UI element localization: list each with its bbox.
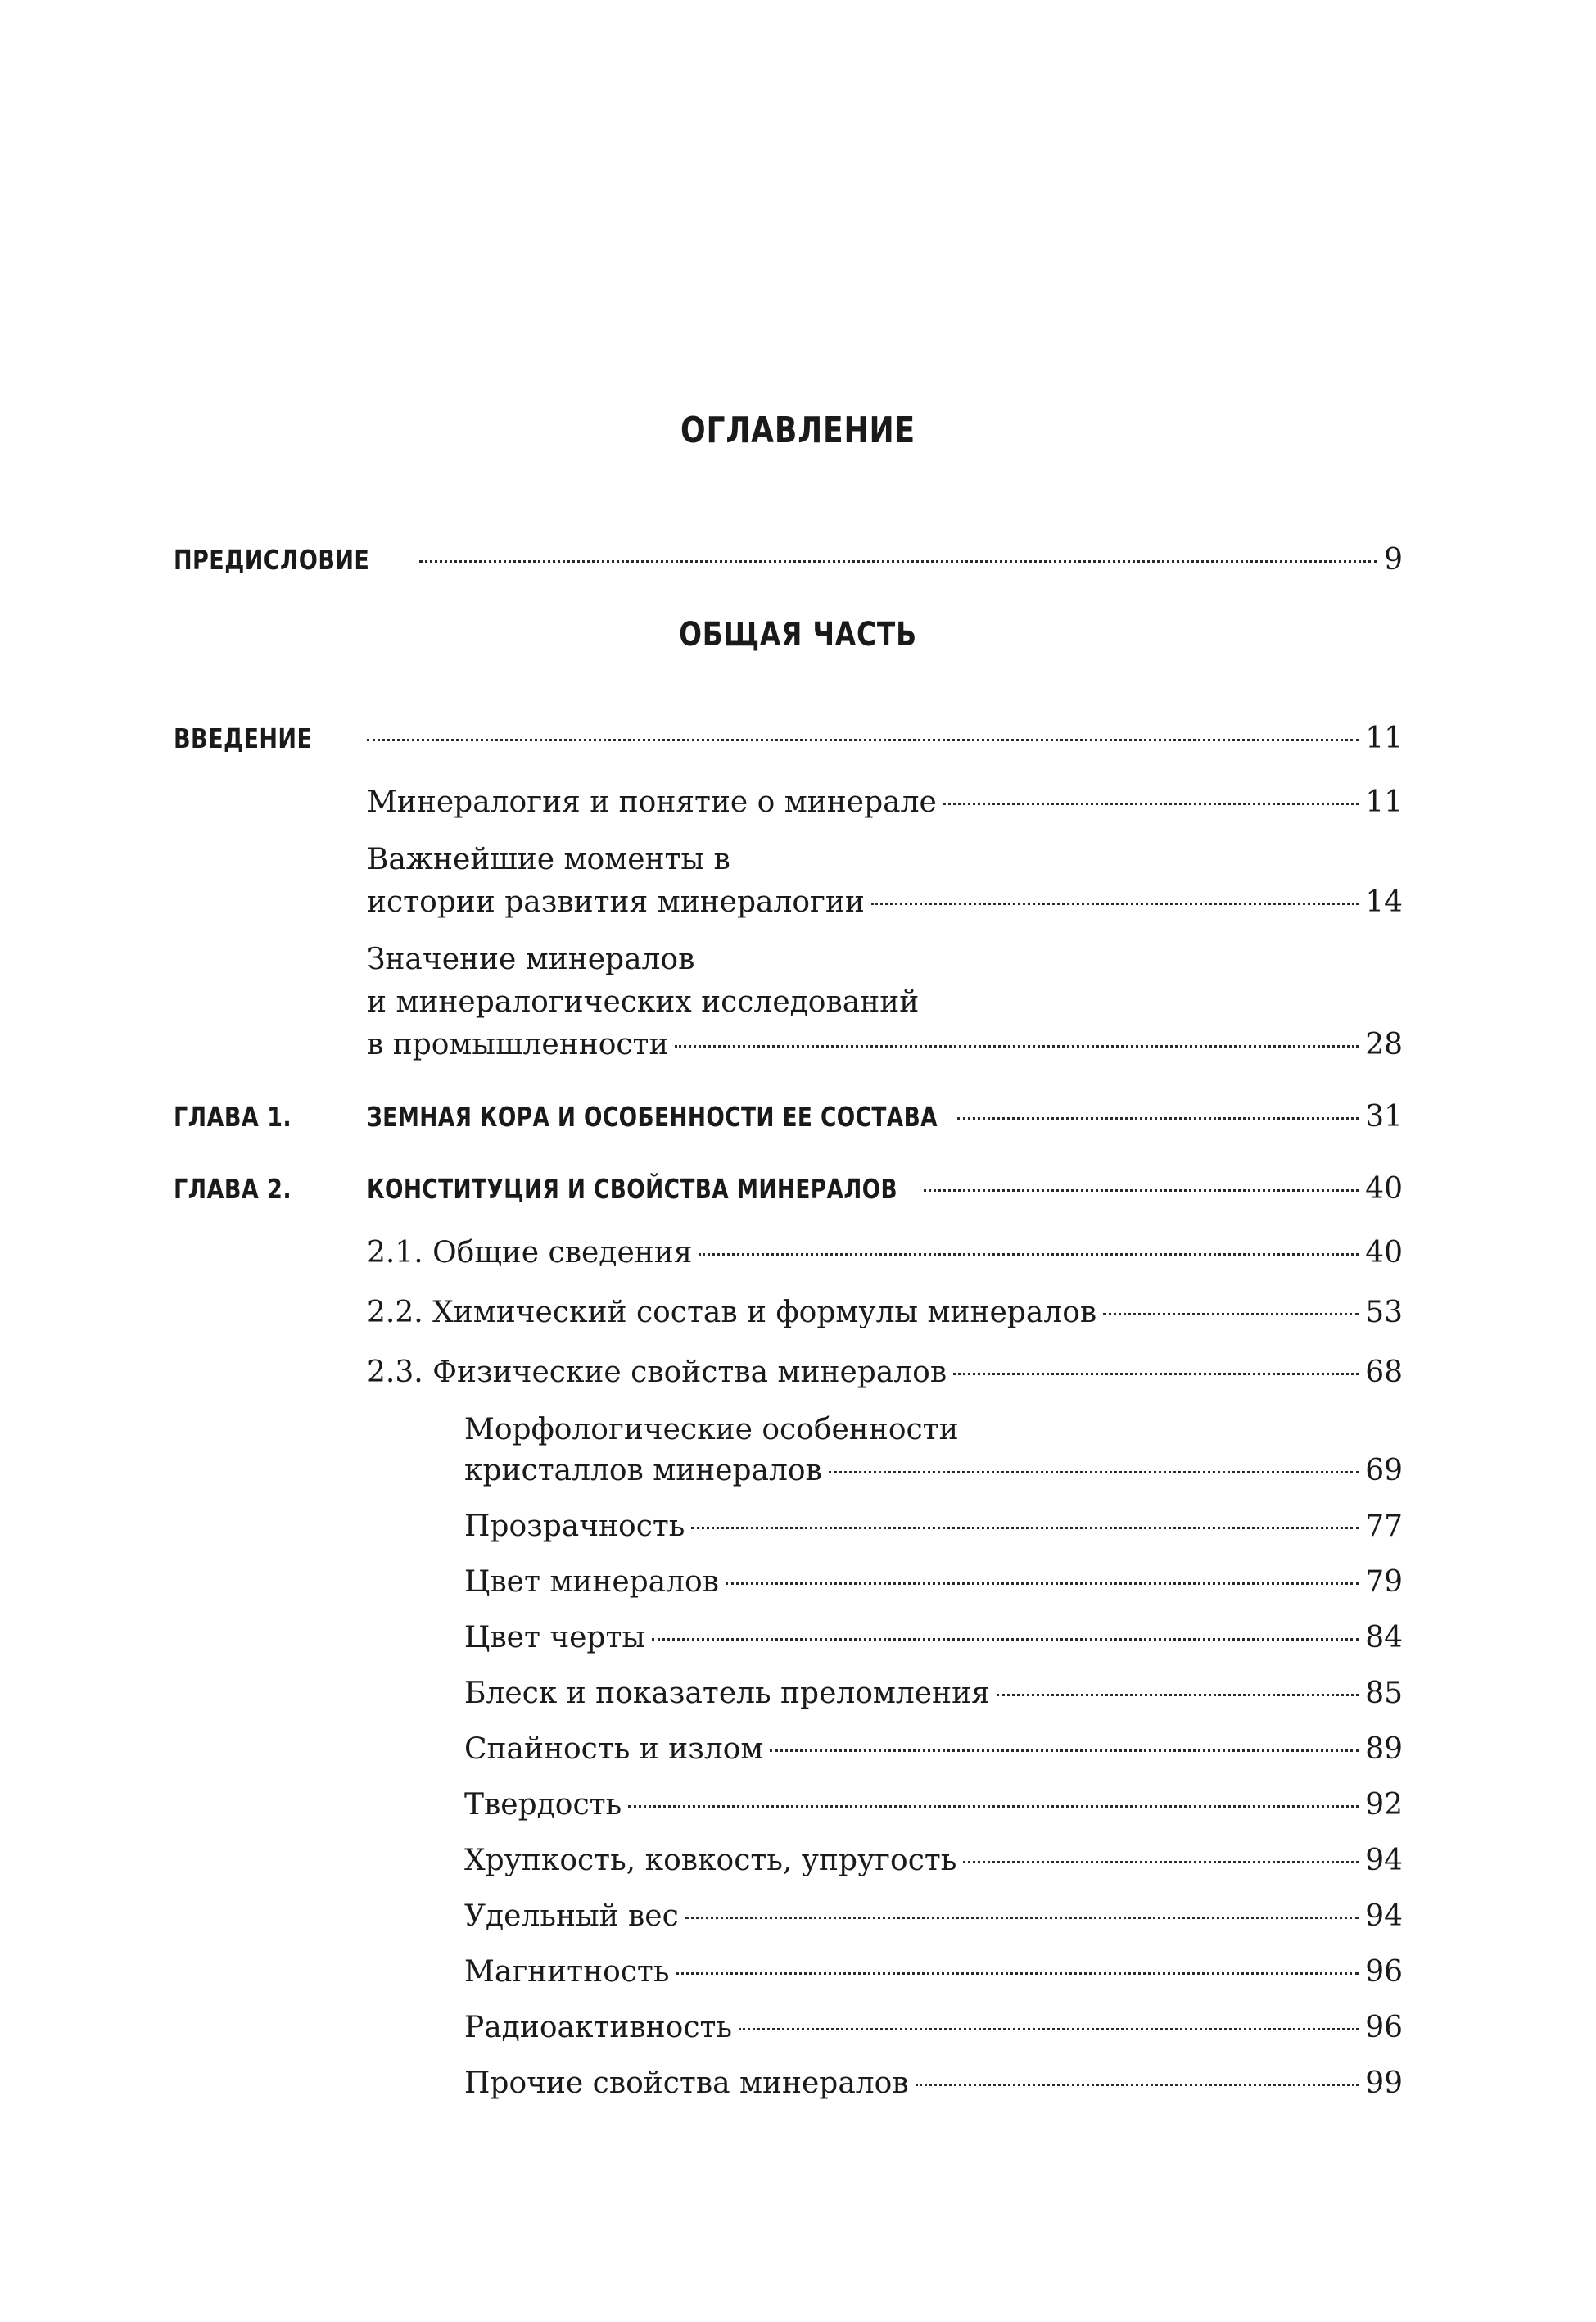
toc-entry[interactable] (367, 781, 1403, 824)
entry-page: 69 (1365, 1454, 1403, 1487)
leader-dots (924, 1189, 1359, 1192)
entry-label: Прозрачность (464, 1510, 685, 1543)
entry-label: КОНСТИТУЦИЯ И СВОЙСТВА МИНЕРАЛОВ (367, 1173, 898, 1205)
entry-page: 85 (1365, 1677, 1403, 1710)
entry-page: 14 (1365, 885, 1403, 919)
entry-page: 53 (1365, 1296, 1403, 1329)
entry-label: 2.2. Химический состав и формулы минералов (367, 1296, 1097, 1329)
entry-page: 68 (1365, 1356, 1403, 1389)
entry-label: кристаллов минералов (464, 1454, 822, 1487)
entry-label: 2.3. Физические свойства минералов (367, 1356, 947, 1389)
entry-label: ПРЕДИСЛОВИЕ (174, 544, 370, 576)
entry-label: Радиоактивность (464, 2011, 733, 2044)
entry-label: истории развития минералогии (367, 885, 865, 919)
leader-dots (1103, 1313, 1359, 1315)
entry-label: 2.1. Общие сведения (367, 1236, 693, 1270)
toc-entry-chapter-1[interactable] (367, 1096, 1403, 1138)
leader-dots (628, 1805, 1359, 1808)
entry-page: 31 (1365, 1100, 1403, 1134)
entry-label: Магнитность (464, 1955, 670, 1989)
entry-label: Минералогия и понятие о минерале (367, 785, 937, 819)
leader-dots (829, 1471, 1359, 1473)
leader-dots (726, 1582, 1359, 1585)
toc-entry[interactable] (464, 1895, 1403, 1938)
toc-entry-preface[interactable] (174, 539, 1403, 582)
entry-page: 84 (1365, 1621, 1403, 1654)
toc-entry[interactable] (464, 2062, 1403, 2105)
leader-dots (963, 1861, 1359, 1863)
toc-entry[interactable] (464, 1951, 1403, 1994)
leader-dots (997, 1694, 1359, 1696)
toc-entry[interactable] (464, 1561, 1403, 1604)
entry-page: 28 (1365, 1028, 1403, 1061)
entry-page: 40 (1365, 1236, 1403, 1270)
leader-dots (691, 1527, 1359, 1529)
entry-line: Значение минералов (367, 943, 695, 976)
entry-line: и минералогических исследований (367, 985, 920, 1019)
entry-page: 77 (1365, 1510, 1403, 1543)
leader-dots (957, 1117, 1359, 1120)
chapter-2-prefix: ГЛАВА 2. (174, 1173, 292, 1205)
toc-entry[interactable] (464, 1840, 1403, 1882)
leader-dots (367, 739, 1359, 741)
entry-label: Прочие свойства минералов (464, 2066, 909, 2100)
leader-dots (419, 560, 1377, 563)
toc-entry-intro[interactable] (367, 717, 1403, 760)
entry-page: 40 (1365, 1172, 1403, 1206)
intro-label: ВВЕДЕНИЕ (174, 722, 313, 754)
leader-dots (739, 2028, 1359, 2030)
leader-dots (916, 2084, 1359, 2086)
toc-entry[interactable] (367, 881, 1403, 924)
leader-dots (699, 1253, 1359, 1256)
leader-dots (652, 1638, 1359, 1641)
entry-page: 79 (1365, 1565, 1403, 1599)
entry-label: Цвет черты (464, 1621, 646, 1654)
toc-entry[interactable] (464, 1784, 1403, 1826)
section-title: ОБЩАЯ ЧАСТЬ (679, 616, 917, 654)
entry-page: 94 (1365, 1844, 1403, 1877)
entry-page: 96 (1365, 1955, 1403, 1989)
toc-title: ОГЛАВЛЕНИЕ (680, 410, 916, 451)
toc-entry[interactable] (367, 1292, 1403, 1334)
leader-dots (953, 1373, 1359, 1375)
entry-label: Цвет минералов (464, 1565, 719, 1599)
toc-entry[interactable] (464, 1450, 1403, 1492)
toc-entry[interactable] (464, 1728, 1403, 1771)
entry-label: Хрупкость, ковкость, упругость (464, 1844, 957, 1877)
leader-dots (871, 903, 1359, 905)
entry-line: Важнейшие моменты в (367, 843, 730, 876)
entry-label: Твердость (464, 1788, 622, 1822)
toc-entry[interactable] (367, 1351, 1403, 1394)
entry-page: 11 (1365, 785, 1403, 819)
toc-entry[interactable] (367, 1232, 1403, 1274)
entry-label: Спайность и излом (464, 1732, 764, 1766)
chapter-1-prefix: ГЛАВА 1. (174, 1101, 292, 1133)
leader-dots (770, 1749, 1359, 1752)
entry-line: Морфологические особенности (464, 1413, 959, 1446)
entry-label: в промышленности (367, 1028, 669, 1061)
entry-page: 94 (1365, 1899, 1403, 1933)
leader-dots (675, 1045, 1359, 1048)
toc-entry[interactable] (464, 1505, 1403, 1548)
entry-label: Удельный вес (464, 1899, 679, 1933)
entry-page: 89 (1365, 1732, 1403, 1766)
leader-dots (685, 1917, 1359, 1919)
entry-page: 96 (1365, 2011, 1403, 2044)
entry-page: 92 (1365, 1788, 1403, 1822)
leader-dots (676, 1972, 1359, 1975)
entry-label: Блеск и показатель преломления (464, 1677, 990, 1710)
toc-entry-chapter-2[interactable] (367, 1168, 1403, 1211)
leader-dots (943, 803, 1359, 805)
toc-entry[interactable] (464, 1672, 1403, 1715)
toc-entry[interactable] (464, 1617, 1403, 1659)
entry-page: 99 (1365, 2066, 1403, 2100)
entry-page: 11 (1365, 722, 1403, 755)
toc-entry[interactable] (367, 1024, 1403, 1066)
entry-page: 9 (1384, 543, 1403, 577)
entry-label: ЗЕМНАЯ КОРА И ОСОБЕННОСТИ ЕЕ СОСТАВА (367, 1101, 938, 1133)
toc-entry[interactable] (464, 2007, 1403, 2049)
